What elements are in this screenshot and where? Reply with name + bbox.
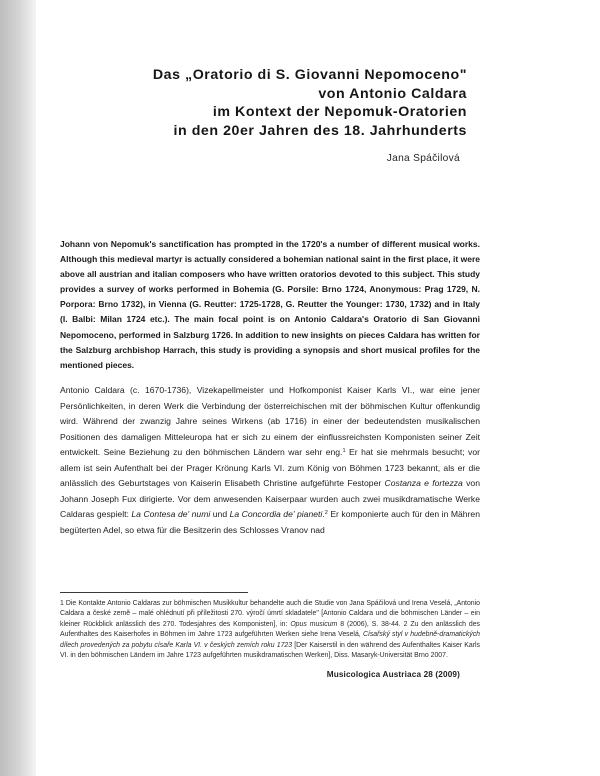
footnotes: [60, 599, 480, 662]
title-line-4: in den 20er Jahren des 18. Jahrhunderts: [173, 122, 467, 139]
body-paragraph: [60, 383, 480, 538]
footnote-divider: [60, 592, 248, 593]
body-text-segment: Antonio Caldara (c. 1670-1736), Vizekapellmeister und Hofkomponist Kaiser Karls VI., war eine jener Persönlichkeiten, in deren Werk die Verbindung der österreichischen mit der böhmischen Kultur offenkundig wird. Während der zwanzig Jahre seines Wirkens (ab 1716) in einer der bedeutendsten musikalischen Positionen des damaligen Mitteleuropa hat er sich zu einem der einflussreichsten Komponisten seiner Zeit entwickelt. Seine Beziehung zu den böhmischen Ländern war sehr eng.: [60, 385, 480, 458]
footnote-dissertation-title: Císařský styl v hudebně-dramatických dílech provedených za pobytu císaře Karla VI. v českých zemích roku 1723: [60, 631, 480, 649]
footnote-text-segment: 8 (2006), S. 38-44. 2 Zu den anlässlich des Aufenthaltes des Kaiserhofes in Böhmen im Jahre 1723 aufgeführten Werken siehe Irena Veselá,: [60, 620, 481, 639]
footnote-journal-title: Opus musicum: [290, 620, 338, 628]
article-title: [153, 66, 467, 140]
footnote-ref-2: 2: [324, 510, 328, 517]
title-line-1: Das „Oratorio di S. Giovanni Nepomoceno": [152, 67, 467, 83]
body-text-segment: Er komponierte auch für den in Mähren begüterten Adel, so etwa für die Besitzerin des Schlosses Vranov nad: [60, 509, 480, 535]
footnote-text-segment: 1 Die Kontakte Antonio Caldaras zur böhmischen Musikkultur behandelte auch die Studie von Jana Spáčilová und Irena Veselá, „Antonio Caldara a české země – malé ohlédnutí při příležitosti 270. výročí úmrtí skladatele" [Antonio Caldara und die böhmischen Länder – ein kleiner Rückblick anlässlich des 270. Todesjahres des Komponisten], in:: [60, 600, 480, 628]
work-title-contesa: La Contesa de' numi: [131, 509, 211, 520]
body-text-segment: .: [322, 509, 325, 520]
body-text-segment: Er hat sie mehrmals besucht; vor allem ist sein Aufenthalt bei der Prager Krönung Karls VI. zum König von Böhmen 1723 bekannt, als er die anlässlich des Geburtstages von Kaiserin Elisabeth Christine aufgeführte Festoper: [60, 447, 480, 489]
scan-shadow-edge: [0, 0, 36, 776]
abstract: Johann von Nepomuk's sanctification has prompted in the 1720's a number of different musical works. Although this medieval martyr is actually considered a bohemian national saint in the first place, it were above all austrian and italian composers who have written oratorios devoted to this subject. This study provides a survey of works performed in Bohemia (G. Porsile: Brno 1724, Anonymous: Prag 1729, N. Porpora: Brno 1732), in Vienna (G. Reutter: 1725-1728, G. Reutter the Younger: 1730, 1732) and in Italy (I. Balbi: Milan 1724 etc.). The main focal point is on Antonio Caldara's Oratorio di San Giovanni Nepomoceno, performed in Salzburg 1726. In addition to new insights on pieces Caldara has written for the Salzburg archbishop Harrach, this study is providing a synopsis and short musical profiles for the mentioned pieces.: [60, 239, 480, 370]
footnote-ref-1: 1: [342, 448, 346, 455]
article-page: [40, 0, 600, 776]
body-text-segment: und: [210, 509, 230, 520]
work-title-concordia: La Concordia de' pianeti: [229, 509, 323, 520]
title-line-2: von Antonio Caldara: [318, 85, 467, 102]
journal-footer: Musicologica Austriaca 28 (2009): [326, 670, 460, 679]
body-text-segment: von Johann Joseph Fux dirigierte. Vor dem anwesenden Kaiserpaar wurden auch zwei musikdramatische Werke Caldaras gespielt:: [60, 478, 480, 520]
title-line-3: im Kontext der Nepomuk-Oratorien: [212, 104, 467, 120]
footnote-text-segment: [Der Kaiserstil in den während des Aufenthaltes Kaiser Karls VI. in den böhmischen Ländern im Jahre 1723 aufgeführten musikdramatischen Werken], Diss. Masaryk-Universität Brno 2007.: [60, 641, 480, 660]
work-title-costanza: Costanza e fortezza: [384, 478, 463, 489]
author-name: Jana Spáčilová: [386, 153, 460, 164]
